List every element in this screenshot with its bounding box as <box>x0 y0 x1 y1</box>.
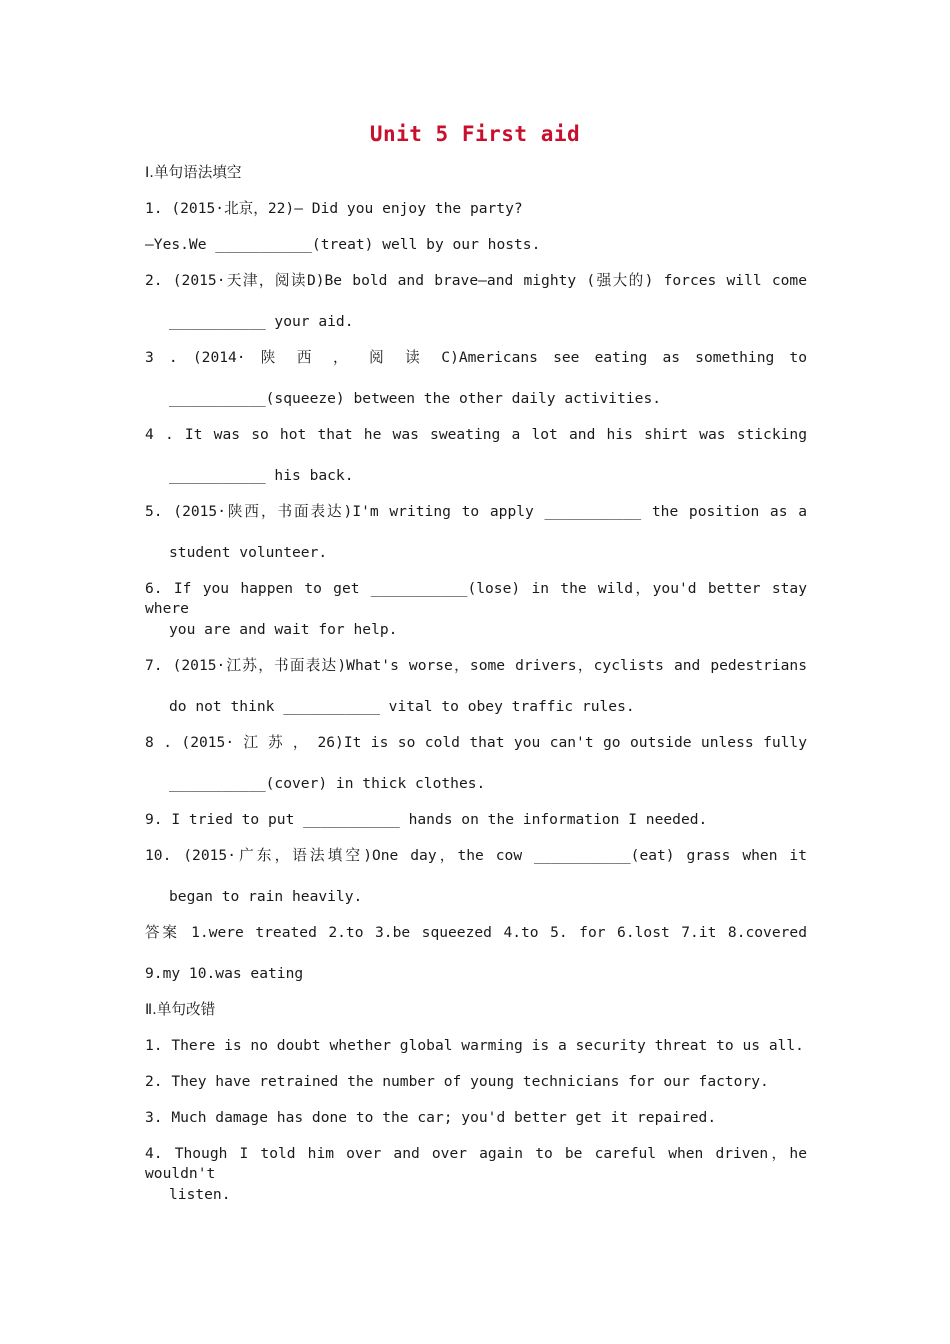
question-line: 4. Though I told him over and over again to be careful when driven，he wouldn't <box>145 1145 807 1182</box>
answer-key-line: 9.my 10.was eating <box>145 965 304 982</box>
question-line: 1. (2015·北京，22)— Did you enjoy the party? <box>145 200 523 217</box>
question-line: 8 . (2015· 江 苏 ， 26)It is so cold that you can't go outside unless fully <box>145 734 807 751</box>
question-line: ___________ your aid. <box>169 313 354 330</box>
question-line: ___________(squeeze) between the other daily activities. <box>169 390 662 407</box>
question-line: 3. Much damage has done to the car; you'd better get it repaired. <box>145 1109 717 1126</box>
question-line: 7. (2015·江苏，书面表达)What's worse，some drivers，cyclists and pedestrians <box>145 657 807 674</box>
question-line: 3 . (2014· 陕 西 ， 阅 读 C)Americans see eating as something to <box>145 349 807 366</box>
question-line: 2. They have retrained the number of young technicians for our factory. <box>145 1073 769 1090</box>
question-line: ___________(cover) in thick clothes. <box>169 775 486 792</box>
question-line: 4 . It was so hot that he was sweating a lot and his shirt was sticking <box>145 426 807 443</box>
answer-key-line: 答案 1.were treated 2.to 3.be squeezed 4.to 5. for 6.lost 7.it 8.covered <box>145 924 807 941</box>
question-line: 5. (2015·陕西，书面表达)I'm writing to apply ___________ the position as a <box>145 503 807 520</box>
question-line: student volunteer. <box>169 544 328 561</box>
question-line: began to rain heavily. <box>169 888 363 905</box>
question-line: 9. I tried to put ___________ hands on the information I needed. <box>145 811 708 828</box>
section-heading-error-correction: Ⅱ.单句改错 <box>145 1001 216 1018</box>
question-line: you are and wait for help. <box>169 621 398 638</box>
question-line: do not think ___________ vital to obey traffic rules. <box>169 698 635 715</box>
question-line: —Yes.We ___________(treat) well by our hosts. <box>145 236 541 253</box>
question-line: ___________ his back. <box>169 467 354 484</box>
page-title: Unit 5 First aid <box>369 122 581 146</box>
question-line: 2. (2015·天津，阅读D)Be bold and brave—and mighty (强大的) forces will come <box>145 272 807 289</box>
question-line: 6. If you happen to get ___________(lose) in the wild，you'd better stay where <box>145 580 807 617</box>
question-line: 10. (2015·广东，语法填空)One day，the cow ___________(eat) grass when it <box>145 847 807 864</box>
question-line: 1. There is no doubt whether global warming is a security threat to us all. <box>145 1037 804 1054</box>
section-heading-grammar-fill: Ⅰ.单句语法填空 <box>145 164 242 181</box>
question-line: listen. <box>169 1186 231 1203</box>
